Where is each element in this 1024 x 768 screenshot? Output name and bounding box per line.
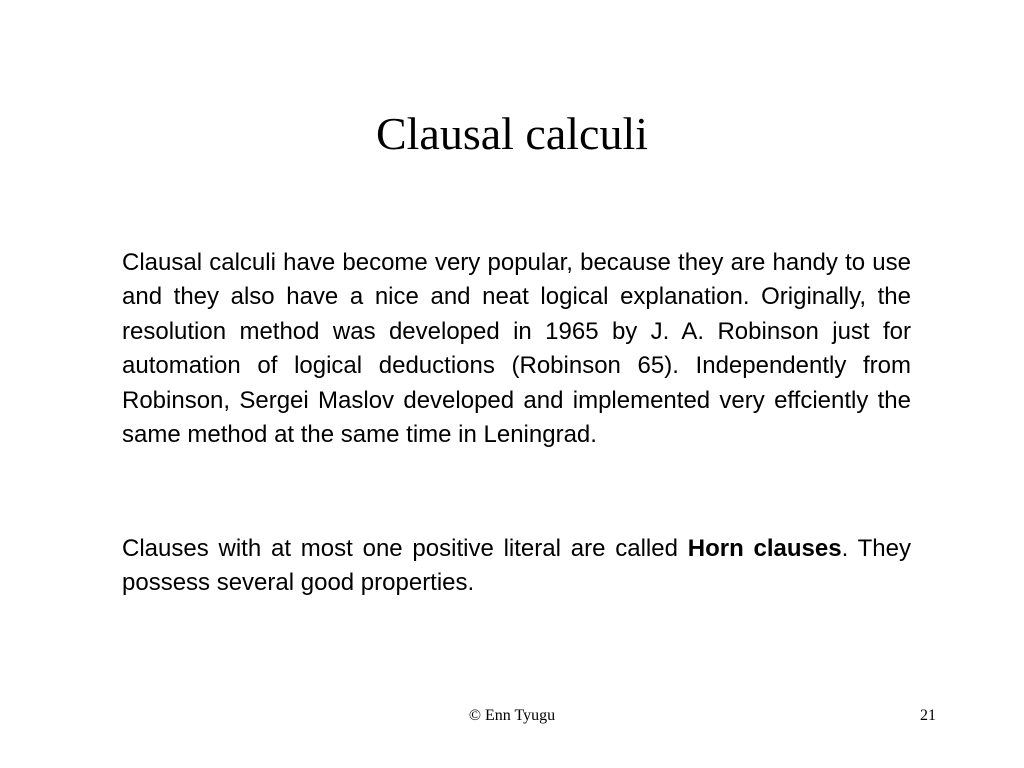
footer-copyright: © Enn Tyugu <box>468 707 556 724</box>
paragraph-horn-clauses <box>122 532 911 601</box>
paragraph-horn-text-before: Clauses with at most one positive literal are called <box>122 535 688 562</box>
page-number: 21 <box>920 707 936 724</box>
horn-clauses-term: Horn clauses <box>687 535 842 562</box>
paragraph-clausal-calculi: Clausal calculi have become very popular, because they are handy to use and they also have a nice and neat logical explanation. Originally, the resolution method was developed in 1965 by J. A. Robinson just for automation of logical deductions (Robinson 65). Independently from Robinson, Sergei Maslov developed and implemented very effciently the same method at the same time in Leningrad. <box>122 249 911 449</box>
paragraph-horn-text-after: . They possess several good properties. <box>122 535 911 597</box>
slide-title: Clausal calculi <box>375 108 649 159</box>
